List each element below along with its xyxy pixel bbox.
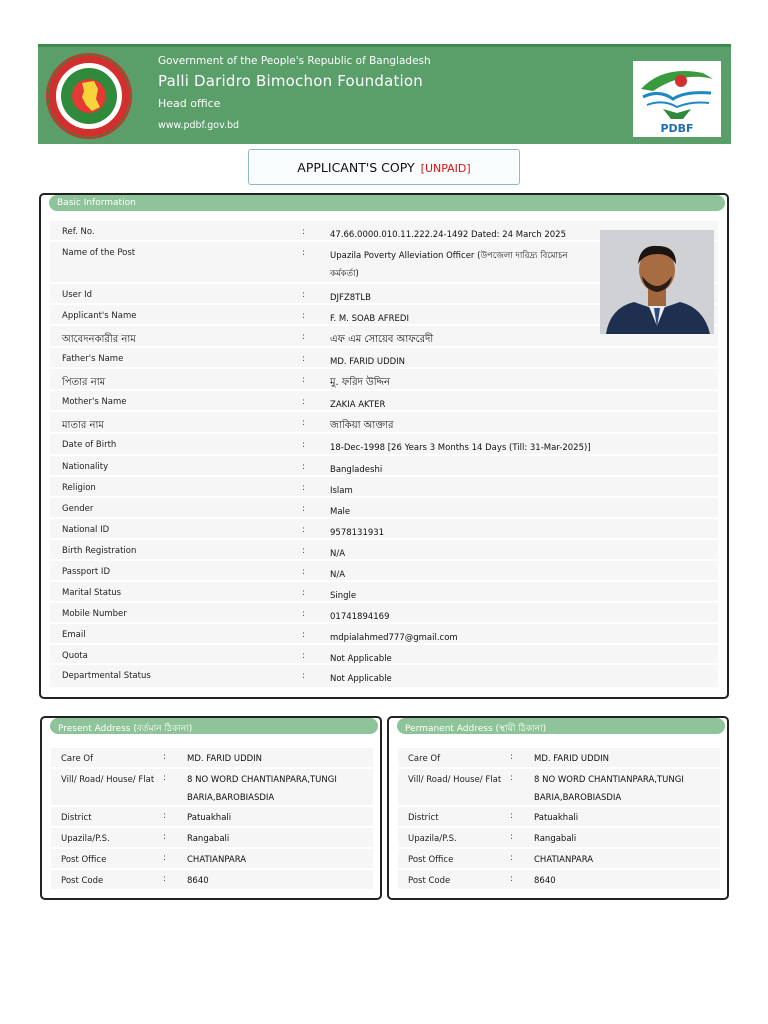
field-label: Post Code	[61, 876, 104, 886]
field-label: Quota	[62, 651, 88, 661]
field-label: Post Office	[61, 855, 107, 865]
field-value: এফ এম সোয়েব আফরেদী	[330, 334, 434, 345]
table-row	[398, 828, 720, 849]
table-row	[398, 849, 720, 870]
table-row	[50, 477, 718, 498]
field-label: National ID	[62, 525, 110, 535]
table-row	[51, 807, 373, 828]
applicant-copy-banner	[248, 149, 520, 185]
table-row	[50, 645, 718, 665]
field-value: Bangladeshi	[330, 465, 383, 475]
field-value: mdpialahmed777@gmail.com	[330, 633, 458, 643]
field-label: আবেদনকারীর নাম	[62, 334, 136, 345]
field-separator: :	[302, 375, 305, 385]
field-separator: :	[302, 525, 305, 535]
field-label: Post Office	[408, 855, 454, 865]
field-value: CHATIANPARA	[534, 855, 594, 865]
field-separator: :	[302, 651, 305, 661]
field-value: ZAKIA AKTER	[330, 400, 386, 410]
basic-information-title: Basic Information	[49, 195, 725, 211]
field-separator: :	[302, 290, 305, 300]
field-separator: :	[302, 546, 305, 556]
field-separator: :	[302, 630, 305, 640]
applicant-photo-icon	[600, 230, 714, 334]
payment-status-badge: [UNPAID]	[420, 162, 471, 175]
table-row	[50, 348, 718, 369]
field-separator: :	[302, 418, 305, 428]
field-label: Mobile Number	[62, 609, 127, 619]
permanent-address-title: Permanent Address (স্থায়ী ঠিকানা)	[397, 718, 725, 734]
field-value: 8640	[534, 876, 556, 886]
field-label: Ref. No.	[62, 227, 95, 237]
field-separator: :	[510, 832, 513, 842]
table-row	[50, 624, 718, 645]
field-separator: :	[163, 811, 166, 821]
table-row	[398, 870, 720, 891]
table-row	[398, 807, 720, 828]
basic-information-panel	[39, 193, 729, 699]
field-label: Vill/ Road/ House/ Flat	[408, 775, 502, 785]
table-row	[50, 369, 718, 391]
table-row	[51, 828, 373, 849]
header-text	[158, 55, 431, 131]
field-label: Upazila/P.S.	[61, 834, 110, 844]
field-separator: :	[302, 248, 305, 258]
field-separator: :	[302, 588, 305, 598]
table-row	[398, 748, 720, 769]
table-row	[50, 665, 718, 689]
field-separator: :	[163, 773, 166, 783]
field-label: Date of Birth	[62, 440, 117, 450]
field-separator: :	[302, 567, 305, 577]
field-separator: :	[302, 440, 305, 450]
field-value: CHATIANPARA	[187, 855, 247, 865]
field-value: 47.66.0000.010.11.222.24-1492 Dated: 24 March 2025	[330, 230, 566, 240]
field-label: Post Code	[408, 876, 451, 886]
field-value: 8 NO WORD CHANTIANPARA,TUNGI BARIA,BAROBIASDIA	[534, 775, 684, 803]
field-value: 18-Dec-1998 [26 Years 3 Months 14 Days (Till: 31-Mar-2025)]	[330, 443, 591, 453]
field-label: Marital Status	[62, 588, 122, 598]
field-separator: :	[163, 832, 166, 842]
field-separator: :	[510, 773, 513, 783]
field-label: Email	[62, 630, 86, 640]
field-label: Birth Registration	[62, 546, 137, 556]
field-value: Rangabali	[534, 834, 577, 844]
page-header	[38, 44, 731, 144]
field-label: পিতার নাম	[62, 377, 106, 388]
field-label: Care Of	[61, 754, 94, 764]
field-separator: :	[302, 609, 305, 619]
website-link[interactable]: www.pdbf.gov.bd	[158, 120, 240, 131]
field-value: 8640	[187, 876, 209, 886]
field-value: Islam	[330, 486, 353, 496]
field-value: 9578131931	[330, 528, 385, 538]
field-value: N/A	[330, 570, 346, 580]
field-value: Upazila Poverty Alleviation Officer (উপজেলা দারিদ্র্য বিমোচন কর্মকর্তা)	[330, 251, 568, 279]
field-separator: :	[163, 853, 166, 863]
field-label: District	[408, 813, 439, 823]
government-seal-icon	[46, 53, 132, 139]
table-row	[50, 603, 718, 624]
table-row	[50, 582, 718, 603]
field-label: Gender	[62, 504, 94, 514]
field-value: Not Applicable	[330, 674, 392, 684]
field-label: Father's Name	[62, 354, 124, 364]
table-row	[50, 498, 718, 519]
applicant-photo	[600, 230, 714, 334]
field-separator: :	[302, 311, 305, 321]
table-row	[51, 870, 373, 891]
table-row	[51, 769, 373, 807]
field-separator: :	[510, 853, 513, 863]
table-row	[50, 540, 718, 561]
pdbf-logo-text: PDBF	[660, 122, 694, 135]
table-row	[51, 748, 373, 769]
field-value: MD. FARID UDDIN	[330, 357, 406, 367]
field-separator: :	[302, 483, 305, 493]
field-value: Rangabali	[187, 834, 230, 844]
field-label: Nationality	[62, 462, 109, 472]
field-value: Not Applicable	[330, 654, 392, 664]
permanent-address-rows	[398, 748, 720, 891]
field-separator: :	[510, 811, 513, 821]
field-label: Applicant's Name	[62, 311, 137, 321]
field-value: 01741894169	[330, 612, 390, 622]
field-separator: :	[302, 671, 305, 681]
field-value: মু. ফরিদ উদ্দিন	[330, 377, 391, 388]
field-separator: :	[302, 354, 305, 364]
table-row	[398, 769, 720, 807]
field-label: মাতার নাম	[62, 420, 104, 431]
field-label: Care Of	[408, 754, 441, 764]
field-value: F. M. SOAB AFREDI	[330, 314, 409, 324]
field-value: Patuakhali	[187, 813, 232, 823]
copy-title: APPLICANT'S COPY	[297, 160, 415, 175]
table-row	[50, 456, 718, 477]
table-row	[50, 412, 718, 434]
field-value: DJFZ8TLB	[330, 293, 371, 303]
field-label: Departmental Status	[62, 671, 151, 681]
field-separator: :	[302, 332, 305, 342]
field-label: User Id	[62, 290, 92, 300]
field-value: MD. FARID UDDIN	[187, 754, 263, 764]
field-separator: :	[302, 397, 305, 407]
field-label: Name of the Post	[62, 248, 136, 258]
permanent-address-panel	[387, 716, 729, 900]
field-value: জাকিয়া আক্তার	[330, 420, 394, 431]
field-value: Single	[330, 591, 357, 601]
government-line: Government of the People's Republic of Bangladesh	[158, 55, 431, 67]
field-separator: :	[302, 462, 305, 472]
field-label: District	[61, 813, 92, 823]
field-label: Upazila/P.S.	[408, 834, 457, 844]
field-value: Patuakhali	[534, 813, 579, 823]
field-value: MD. FARID UDDIN	[534, 754, 610, 764]
present-address-panel	[40, 716, 382, 900]
field-label: Vill/ Road/ House/ Flat	[61, 775, 155, 785]
field-separator: :	[302, 504, 305, 514]
table-row	[50, 391, 718, 412]
field-separator: :	[510, 874, 513, 884]
pdbf-logo-icon	[633, 61, 721, 137]
field-label: Passport ID	[62, 567, 110, 577]
field-label: Religion	[62, 483, 96, 493]
field-label: Mother's Name	[62, 397, 127, 407]
field-separator: :	[163, 752, 166, 762]
table-row	[50, 561, 718, 582]
field-value: 8 NO WORD CHANTIANPARA,TUNGI BARIA,BAROBIASDIA	[187, 775, 337, 803]
field-separator: :	[163, 874, 166, 884]
table-row	[50, 434, 718, 456]
field-separator: :	[302, 227, 305, 237]
field-separator: :	[510, 752, 513, 762]
present-address-rows	[51, 748, 373, 891]
field-value: N/A	[330, 549, 346, 559]
organization-name: Palli Daridro Bimochon Foundation	[158, 72, 423, 90]
table-row	[51, 849, 373, 870]
office-name: Head office	[158, 97, 221, 110]
present-address-title: Present Address (বর্তমান ঠিকানা)	[50, 718, 378, 734]
table-row	[50, 519, 718, 540]
field-value: Male	[330, 507, 351, 517]
